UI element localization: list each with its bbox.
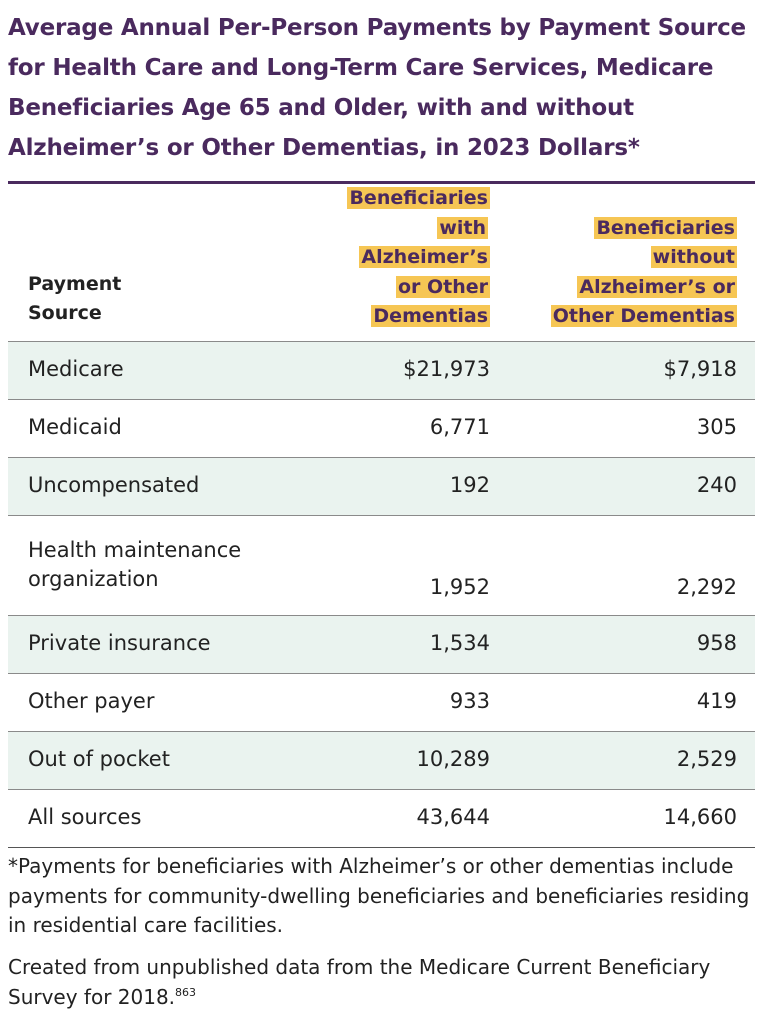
source-note-text: Created from unpublished data from the Medicare Current Beneficiary Survey for 2018.: [8, 955, 711, 1009]
with-dementia-value: 6,771: [308, 399, 508, 457]
header-line: without: [652, 246, 735, 268]
table-row: [8, 515, 755, 615]
table-row: [8, 341, 755, 399]
header-line: or Other: [397, 275, 488, 298]
payment-source-cell: Uncompensated: [8, 457, 308, 515]
with-dementia-value: 1,952: [308, 515, 508, 615]
header-line: Payment: [28, 272, 122, 295]
source-line: Health maintenance: [28, 537, 242, 562]
reference-superscript: 863: [175, 985, 197, 999]
without-dementia-value: $7,918: [508, 341, 755, 399]
source-note: [8, 953, 768, 1012]
with-dementia-value: 933: [308, 673, 508, 731]
payment-source-cell: Other payer: [8, 673, 308, 731]
table-header-row: [8, 184, 755, 341]
without-dementia-value: 240: [508, 457, 755, 515]
header-line: Dementias: [373, 305, 488, 327]
table-row: [8, 731, 755, 789]
payment-source-cell: [8, 515, 308, 615]
table-title: [8, 8, 774, 168]
header-line: Beneficiaries: [349, 187, 488, 209]
payment-source-cell: Out of pocket: [8, 731, 308, 789]
without-dementia-value: 2,292: [508, 515, 755, 615]
header-with-dementia: [308, 184, 508, 341]
title-line: Alzheimer’s or Other Dementias, in 2023 Dollars*: [8, 135, 640, 161]
table-row-total: [8, 789, 755, 847]
without-dementia-value: 14,660: [508, 789, 755, 847]
title-line: for Health Care and Long-Term Care Services, Medicare: [8, 55, 714, 81]
payment-source-cell: Medicare: [8, 341, 308, 399]
with-dementia-value: 43,644: [308, 789, 508, 847]
header-line: Other Dementias: [552, 305, 735, 327]
table-row: [8, 457, 755, 515]
header-line: with Alzheimer’s: [361, 216, 488, 268]
without-dementia-value: 419: [508, 673, 755, 731]
payment-source-cell: All sources: [8, 789, 308, 847]
header-without-dementia: [508, 184, 755, 341]
header-line: Alzheimer’s or: [579, 275, 735, 298]
header-line: Source: [28, 302, 102, 324]
source-line: organization: [28, 567, 159, 591]
with-dementia-value: 10,289: [308, 731, 508, 789]
header-line: Beneficiaries: [596, 216, 735, 239]
table-row: [8, 615, 755, 673]
with-dementia-value: 192: [308, 457, 508, 515]
with-dementia-value: $21,973: [308, 341, 508, 399]
title-line: Average Annual Per-Person Payments by Payment Source: [8, 15, 746, 41]
title-line: Beneficiaries Age 65 and Older, with and without: [8, 95, 634, 121]
header-payment-source: [8, 184, 308, 341]
without-dementia-value: 305: [508, 399, 755, 457]
payments-table: [8, 184, 755, 848]
table-row: [8, 399, 755, 457]
without-dementia-value: 2,529: [508, 731, 755, 789]
footnote: *Payments for beneficiaries with Alzheimer’s or other dementias include payments for community-dwelling beneficiaries and beneficiaries residing in residential care facilities.: [8, 854, 750, 937]
payment-source-cell: Private insurance: [8, 615, 308, 673]
table-row: [8, 673, 755, 731]
without-dementia-value: 958: [508, 615, 755, 673]
payment-source-cell: Medicaid: [8, 399, 308, 457]
with-dementia-value: 1,534: [308, 615, 508, 673]
